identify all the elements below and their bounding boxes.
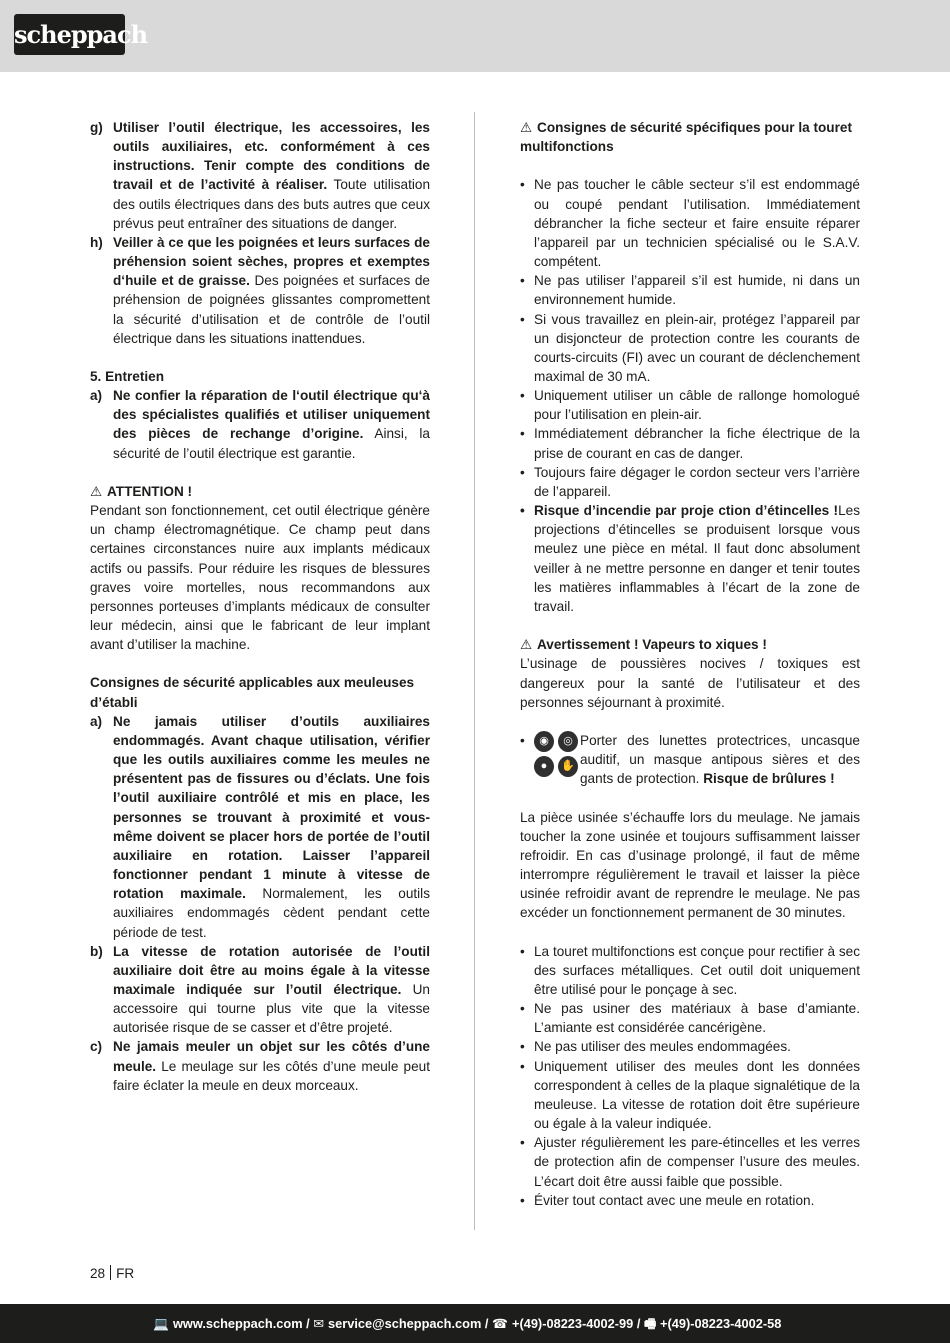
list-item: • Ajuster régulièrement les pare-étincelles et les verres de protection afin de compenser l’usure des meules. L’écart doit être aussi faible que possible. (520, 1135, 860, 1189)
page-number-value: 28 (90, 1266, 106, 1281)
ppe-instruction (520, 731, 860, 788)
footer-contact-line: 💻 www.scheppach.com / ✉ service@scheppach.com / ☎ +(49)-08223-4002-99 / 🖷 +(49)-08223-4002-58 (153, 1315, 781, 1337)
list-item-g (90, 118, 430, 233)
protective-gloves-icon: ✋ (558, 756, 578, 777)
list-item: • Éviter tout contact avec une meule en rotation. (520, 1191, 860, 1210)
specific-safety-title: Consignes de sécurité spécifiques pour la touret multifonctions (520, 120, 852, 155)
fax-icon: 🖷 (643, 1316, 657, 1331)
safety-goggles-icon: ◉ (534, 731, 554, 752)
bullet-icon: • (520, 273, 525, 289)
list-marker: a) (90, 388, 103, 404)
dust-mask-icon: ● (534, 756, 554, 777)
list-item-spark-risk: • Risque d’incendie par proje ction d’étincelles !Les projections d’étincelles se produisent lorsque vous meulez une pièce en métal. Il faut donc absolument veiller à ne mettre personne en danger et tenir toutes les matières inflammables à l’écart de la zone de travail. (520, 503, 860, 614)
warning-triangle-icon: ⚠ (90, 483, 103, 499)
attention-text: Pendant son fonctionnement, cet outil électrique génère un champ électromagnétique. Ce champ peut dans certaines circonstances nuire aux implants médicaux actifs ou passifs. Pour réduire les risques de blessures graves voire mortelles, nous recommandons aux personnes porteuses d’implants médicaux de consulter leur médecin, ainsi que le fabricant de leur implant avant d’utiliser la machine. (90, 503, 430, 653)
attention-title: ATTENTION ! (107, 483, 193, 499)
list-item: • Uniquement utiliser des meules dont les données correspondent à celles de la plaque signalétique de la meuleuse. La vitesse de rotation doit être supérieure ou égale à la valeur indiquée. (520, 1058, 860, 1132)
vapour-warning-text: L’usinage de poussières nocives / toxiques est dangereux pour la santé de l’utilisateur et des personnes séjournant à proximité. (520, 656, 860, 710)
bench-grinder-heading: Consignes de sécurité applicables aux meuleuses d’établi (90, 675, 415, 710)
footer-phone[interactable]: +(49)-08223-4002-99 (511, 1316, 634, 1331)
instruction-bold: Veiller à ce que les poignées et leurs surfaces de préhension soient sèches, propres et exemptes d‘huile et de graisse. (113, 234, 430, 289)
vapour-warning-title: Avertissement ! Vapeurs to xiques ! (537, 637, 767, 653)
brand-logo[interactable]: scheppach (14, 14, 125, 55)
list-marker: c) (90, 1039, 103, 1055)
instruction-bold: Utiliser l’outil électrique, les accessoires, les outils auxiliaires, etc. conformément à ces instructions. Tenir compte des conditions de travail et de l’activité à réaliser. (113, 120, 430, 193)
instruction-text: Un accessoire qui tourne plus vite que la vitesse autorisée risque de se casser et d’être projeté. (113, 981, 430, 1036)
list-item: • Ne pas utiliser des meules endommagées. (520, 1037, 860, 1056)
phone-icon: ☎ (492, 1316, 508, 1331)
footer-band (0, 1304, 950, 1343)
instruction-text: Ainsi, la sécurité de l’outil électrique est garantie. (113, 426, 430, 461)
instruction-bold: Ne confier la réparation de l‘outil électrique qu‘à des spécialistes qualifiés et utiliser uniquement des pièces de rechange d’origine. (113, 388, 430, 442)
bullet-icon: • (520, 311, 525, 327)
specific-safety-heading (520, 118, 860, 156)
list-marker: g) (90, 120, 103, 135)
instruction-text: Toute utilisation des outils électriques dans des buts autres que ceux prévus peut entraîner des situations de danger. (113, 177, 431, 231)
bullet-icon: • (520, 503, 525, 519)
page-number (90, 1264, 134, 1283)
warning-triangle-icon: ⚠ (520, 637, 533, 653)
list-item: • Ne pas toucher le câble secteur s’il est endommagé ou coupé pendant l’utilisation. Immédiatement débrancher la fiche secteur et faire ensuite réparer l’appareil par un technicien spécialisé ou le S.A.V. compétent. (520, 177, 860, 270)
list-item: • Si vous travaillez en plein-air, protégez l’appareil par un disjoncteur de protection contre les courants de courts-circuits (FI) avec un courant de déclenchement maximal de 30 mA. (520, 311, 860, 385)
list-item: • Ne pas usiner des matériaux à base d’amiante. L’amiante est considérée cancérigène. (520, 1001, 860, 1036)
list-marker: b) (90, 943, 103, 959)
list-item: • Toujours faire dégager le cordon secteur vers l’arrière de l’appareil. (520, 464, 860, 499)
column-divider (474, 112, 475, 1230)
bullet-icon: • (520, 177, 525, 193)
list-item: • Ne pas utiliser l’appareil s’il est humide, ni dans un environnement humide. (520, 273, 860, 308)
list-item-bench-b (90, 942, 430, 1038)
instruction-bold: Ne jamais utiliser d’outils auxiliaires endommagés. Avant chaque utilisation, vérifier que les outils auxiliaires comme les meules ne présentent pas de fissures ou d’éclats. Une fois l’outil auxiliaire contrôlé et mis en place, les personnes se trouvant à proximité et vous-même doivent se placer hors de portée de l’outil auxiliaire en rotation. Laisser l’appareil fonctionner pendant 1 minute à vitesse de rotation maximale. (113, 713, 430, 902)
attention-heading (90, 482, 430, 501)
instruction-text: Normalement, les outils auxiliaires endommagés cèdent pendant cette période de test. (113, 886, 430, 940)
list-marker: a) (90, 713, 103, 729)
list-item: • La touret multifonctions est conçue pour rectifier à sec des surfaces métalliques. Cet outil doit uniquement être utilisé pour le ponçage à sec. (520, 943, 860, 997)
ppe-text: Porter des lunettes protectrices, uncasque auditif, un masque antipous sières et des gants de protection. Risque de brûlures ! (580, 732, 860, 787)
footer-website-link[interactable]: www.scheppach.com (172, 1316, 303, 1331)
computer-icon: 💻 (153, 1316, 169, 1331)
list-item: • Immédiatement débrancher la fiche électrique de la prise de courant en cas de danger. (520, 426, 860, 461)
right-column (520, 118, 860, 1210)
heat-warning-text: La pièce usinée s’échauffe lors du meulage. Ne jamais toucher la zone usinée et toujours suffisamment laisser refroidir. En cas d’usinage prolongé, il faut de même interrompre régulièrement le travail et laisser la pièce usinée refroidir avant de reprendre le meulage. Ne pas excéder un fonctionnement permanent de 30 minutes. (520, 809, 860, 921)
bullet-icon: • (520, 426, 525, 442)
bullet-icon: • (520, 732, 525, 748)
list-item-h (90, 233, 430, 348)
vapour-warning-heading (520, 635, 860, 654)
footer-email-link[interactable]: service@scheppach.com (328, 1316, 482, 1331)
bullet-icon: • (520, 464, 525, 480)
list-item-maintenance-a (90, 386, 430, 463)
bullet-icon: • (520, 1192, 525, 1208)
ear-protection-icon: ◎ (558, 731, 578, 752)
instruction-text: Le meulage sur les côtés d’une meule peut faire éclater la meule en deux morceaux. (113, 1058, 430, 1093)
list-item: • Uniquement utiliser un câble de rallonge homologué pour l’utilisation en plein-air. (520, 388, 860, 423)
instruction-text: Des poignées et surfaces de préhension de poignées glissantes compromettent la sécurité d’utilisation et de contrôle de l’outil électrique dans les situations inattendues. (113, 273, 430, 346)
bullet-icon: • (520, 1058, 525, 1074)
list-marker: h) (90, 234, 103, 250)
instruction-bold: Ne jamais meuler un objet sur les côtés d’une meule. (113, 1039, 430, 1074)
instruction-bold: La vitesse de rotation autorisée de l’outil auxiliaire doit être au moins égale à la vitesse maximale indiquée sur l’outil électrique. (113, 943, 430, 997)
page-number-separator (110, 1265, 111, 1280)
safety-bullet-list (520, 175, 860, 616)
left-column (90, 118, 430, 1095)
warning-triangle-icon: ⚠ (520, 120, 533, 135)
mail-icon: ✉ (313, 1316, 325, 1331)
ppe-symbols (534, 731, 578, 777)
bullet-icon: • (520, 943, 525, 959)
section-heading-maintenance: 5. Entretien (90, 369, 165, 385)
page-language: FR (116, 1266, 135, 1281)
bullet-icon: • (520, 1001, 525, 1017)
bullet-icon: • (520, 388, 525, 404)
bullet-icon: • (520, 1135, 525, 1151)
list-item-bench-a (90, 712, 430, 942)
list-item-bench-c (90, 1037, 430, 1094)
bullet-icon: • (520, 1039, 525, 1055)
grinding-bullet-list (520, 942, 860, 1210)
footer-fax: +(49)-08223-4002-58 (660, 1316, 782, 1331)
header-band (0, 0, 950, 72)
